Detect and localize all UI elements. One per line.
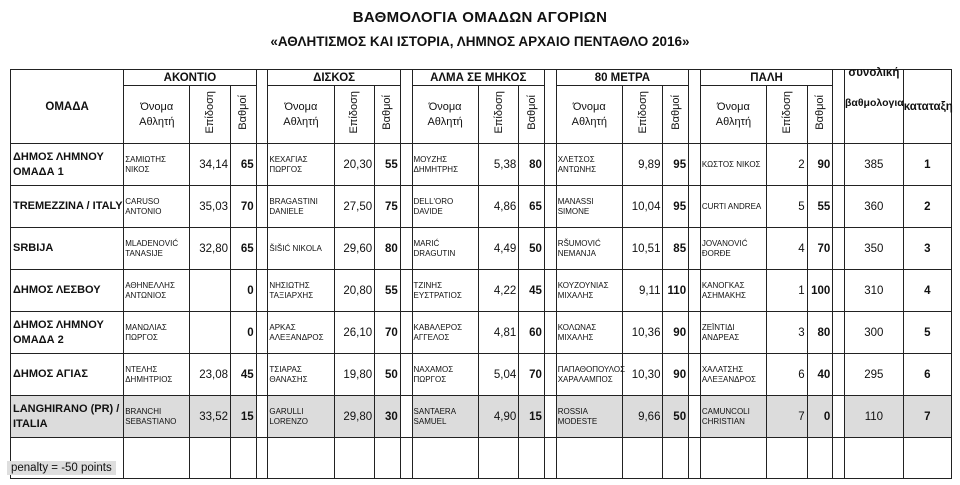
- table-row: [11, 144, 952, 186]
- performance-header: Επίδοση: [622, 86, 663, 144]
- athlete-name: BRANCHI SEBASTIANO: [124, 396, 190, 438]
- athlete-name-header: Όνομα Αθλητή: [268, 86, 334, 144]
- points-value: 90: [663, 312, 689, 354]
- performance-value: 27,50: [334, 186, 375, 228]
- performance-header: Επίδοση: [767, 86, 808, 144]
- points-value: 0: [230, 270, 256, 312]
- points-value: 0: [807, 396, 833, 438]
- total-score: 300: [845, 312, 904, 354]
- rank-value: 1: [903, 144, 951, 186]
- penalty-note: penalty = -50 points: [7, 461, 116, 475]
- points-value: 65: [230, 228, 256, 270]
- points-value: 15: [230, 396, 256, 438]
- team-name: SRBIJA: [11, 228, 124, 270]
- points-value: 0: [230, 312, 256, 354]
- table-row: [11, 228, 952, 270]
- rank-header: καταταξη: [903, 70, 951, 144]
- athlete-name: ΝΑΧΑΜΟΣ ΠΩΡΓΟΣ: [412, 354, 478, 396]
- empty-row: [11, 438, 952, 479]
- points-value: 75: [375, 186, 401, 228]
- rank-value: 2: [903, 186, 951, 228]
- athlete-name: MARIĆ DRAGUTIN: [412, 228, 478, 270]
- athlete-name: CURTI ANDREA: [700, 186, 766, 228]
- athlete-name: ΠΑΠΑΘΟΠΟΥΛΟΣ ΧΑΡΑΛΑΜΠΟΣ: [556, 354, 622, 396]
- athlete-name: ROSSIA MODESTE: [556, 396, 622, 438]
- athlete-name: DELL'ORO DAVIDE: [412, 186, 478, 228]
- total-score: 350: [845, 228, 904, 270]
- points-header: Βαθμοί: [230, 86, 256, 144]
- athlete-name: ΧΑΛΑΤΣΗΣ ΑΛΕΞΑΝΔΡΟΣ: [700, 354, 766, 396]
- performance-value: 33,52: [190, 396, 231, 438]
- athlete-name: BRAGASTINI DANIELE: [268, 186, 334, 228]
- points-header: Βαθμοί: [375, 86, 401, 144]
- performance-value: 20,30: [334, 144, 375, 186]
- event-header-80m: 80 ΜΕΤΡΑ: [556, 70, 688, 86]
- athlete-name: ΚΕΧΑΓΙΑΣ ΠΩΡΓΟΣ: [268, 144, 334, 186]
- points-value: 110: [663, 270, 689, 312]
- rank-value: 5: [903, 312, 951, 354]
- points-value: 50: [519, 228, 545, 270]
- athlete-name: RŠUMOVIĆ NEMANJA: [556, 228, 622, 270]
- athlete-name: ΚΑΝΟΓΚΑΣ ΑΣΗΜΑΚΗΣ: [700, 270, 766, 312]
- performance-value: [190, 270, 231, 312]
- athlete-name: ŠIŠIĆ NIKOLA: [268, 228, 334, 270]
- athlete-name: ΚΑΒΑΛΕΡΟΣ ΑΓΓΕΛΟΣ: [412, 312, 478, 354]
- athlete-name-header: Όνομα Αθλητή: [124, 86, 190, 144]
- performance-value: 9,11: [622, 270, 663, 312]
- rank-value: 6: [903, 354, 951, 396]
- standings-table: [10, 66, 953, 479]
- points-value: 100: [807, 270, 833, 312]
- athlete-name: ΑΘΗΝΕΛΛΗΣ ΑΝΤΩΝΙΟΣ: [124, 270, 190, 312]
- total-score-header-top: συνολική: [848, 66, 900, 79]
- points-value: 95: [663, 186, 689, 228]
- athlete-name: CAMUNCOLI CHRISTIAN: [700, 396, 766, 438]
- points-value: 60: [519, 312, 545, 354]
- performance-value: [190, 312, 231, 354]
- points-value: 80: [375, 228, 401, 270]
- performance-value: 10,51: [622, 228, 663, 270]
- performance-value: 5,04: [478, 354, 519, 396]
- event-header-discus: ΔΙΣΚΟΣ: [268, 70, 400, 86]
- performance-value: 2: [767, 144, 808, 186]
- points-value: 45: [519, 270, 545, 312]
- athlete-name: ΚΩΣΤΟΣ ΝΙΚΟΣ: [700, 144, 766, 186]
- total-score: 295: [845, 354, 904, 396]
- performance-value: 4,49: [478, 228, 519, 270]
- performance-value: 4,22: [478, 270, 519, 312]
- performance-value: 4,81: [478, 312, 519, 354]
- team-column-header: ΟΜΑΔΑ: [11, 70, 124, 144]
- athlete-name: GARULLI LORENZO: [268, 396, 334, 438]
- total-score: 385: [845, 144, 904, 186]
- athlete-name: ΜΑΝΩΛΙΑΣ ΠΩΡΓΟΣ: [124, 312, 190, 354]
- performance-value: 32,80: [190, 228, 231, 270]
- table-row: [11, 312, 952, 354]
- athlete-name: MANASSI SIMONE: [556, 186, 622, 228]
- points-value: 50: [663, 396, 689, 438]
- athlete-name: MLADENOVIĆ TANASIJE: [124, 228, 190, 270]
- athlete-name: ΤΖΙΝΗΣ ΕΥΣΤΡΑΤΙΟΣ: [412, 270, 478, 312]
- athlete-name: CARUSO ANTONIO: [124, 186, 190, 228]
- table-row: [11, 270, 952, 312]
- total-score: 310: [845, 270, 904, 312]
- points-value: 70: [807, 228, 833, 270]
- rank-value: 4: [903, 270, 951, 312]
- points-value: 85: [663, 228, 689, 270]
- athlete-name: ΤΣΙΑΡΑΣ ΘΑΝΑΣΗΣ: [268, 354, 334, 396]
- performance-value: 9,89: [622, 144, 663, 186]
- points-header: Βαθμοί: [519, 86, 545, 144]
- athlete-name-header: Όνομα Αθλητή: [412, 86, 478, 144]
- points-value: 65: [230, 144, 256, 186]
- performance-value: 5,38: [478, 144, 519, 186]
- total-score: 110: [845, 396, 904, 438]
- team-name: TREMEZZINA / ITALY: [11, 186, 124, 228]
- performance-value: 35,03: [190, 186, 231, 228]
- athlete-name: ΝΤΕΛΗΣ ΔΗΜΗΤΡΙΟΣ: [124, 354, 190, 396]
- total-score: 360: [845, 186, 904, 228]
- points-value: 30: [375, 396, 401, 438]
- points-value: 15: [519, 396, 545, 438]
- points-value: 70: [519, 354, 545, 396]
- athlete-name: ΑΡΚΑΣ ΑΛΕΞΑΝΔΡΟΣ: [268, 312, 334, 354]
- performance-value: 6: [767, 354, 808, 396]
- performance-header: Επίδοση: [478, 86, 519, 144]
- performance-value: 4,86: [478, 186, 519, 228]
- page-subtitle: «ΑΘΛΗΤΙΣΜΟΣ ΚΑΙ ΙΣΤΟΡΙΑ, ΛΗΜΝΟΣ ΑΡΧΑΙΟ ΠΕΝΤΑΘΛΟ 2016»: [270, 34, 690, 49]
- points-header: Βαθμοί: [807, 86, 833, 144]
- athlete-name: SANTAERA SAMUEL: [412, 396, 478, 438]
- performance-value: 26,10: [334, 312, 375, 354]
- performance-value: 29,60: [334, 228, 375, 270]
- athlete-name: ΜΟΥΖΗΣ ΔΗΜΗΤΡΗΣ: [412, 144, 478, 186]
- athlete-name: ΚΟΛΩΝΑΣ ΜΙΧΑΛΗΣ: [556, 312, 622, 354]
- points-value: 80: [519, 144, 545, 186]
- event-header-wrestling: ΠΑΛΗ: [700, 70, 832, 86]
- performance-value: 20,80: [334, 270, 375, 312]
- points-header: Βαθμοί: [663, 86, 689, 144]
- points-value: 55: [375, 144, 401, 186]
- performance-value: 29,80: [334, 396, 375, 438]
- athlete-name: ΚΟΥΖΟΥΝΙΑΣ ΜΙΧΑΛΗΣ: [556, 270, 622, 312]
- performance-header: Επίδοση: [334, 86, 375, 144]
- performance-value: 4: [767, 228, 808, 270]
- performance-value: 3: [767, 312, 808, 354]
- points-value: 80: [807, 312, 833, 354]
- team-name: ΔΗΜΟΣ ΑΓΙΑΣ: [11, 354, 124, 396]
- points-value: 65: [519, 186, 545, 228]
- event-header-long-jump: ΑΛΜΑ ΣΕ ΜΗΚΟΣ: [412, 70, 544, 86]
- performance-value: 23,08: [190, 354, 231, 396]
- points-value: 40: [807, 354, 833, 396]
- table-row: [11, 186, 952, 228]
- points-value: 95: [663, 144, 689, 186]
- table-row: [11, 354, 952, 396]
- team-name: ΔΗΜΟΣ ΛΗΜΝΟΥ ΟΜΑΔΑ 2: [11, 312, 124, 354]
- team-name: LANGHIRANO (PR) / ITALIA: [11, 396, 124, 438]
- total-score-header: [845, 66, 904, 144]
- points-value: 55: [807, 186, 833, 228]
- performance-value: 4,90: [478, 396, 519, 438]
- athlete-name: ΖΕΪΝΤΙΔΙ ΑΝΔΡΕΑΣ: [700, 312, 766, 354]
- athlete-name: ΣΑΜΙΩΤΗΣ ΝΙΚΟΣ: [124, 144, 190, 186]
- table-row: [11, 396, 952, 438]
- performance-value: 19,80: [334, 354, 375, 396]
- athlete-name: ΝΗΣΙΩΤΗΣ ΤΑΞΙΑΡΧΗΣ: [268, 270, 334, 312]
- points-value: 70: [375, 312, 401, 354]
- points-value: 45: [230, 354, 256, 396]
- points-value: 70: [230, 186, 256, 228]
- performance-value: 1: [767, 270, 808, 312]
- athlete-name: ΧΛΕΤΣΟΣ ΑΝΤΩΝΗΣ: [556, 144, 622, 186]
- performance-value: 10,30: [622, 354, 663, 396]
- rank-value: 7: [903, 396, 951, 438]
- total-score-header-label: βαθμολογια: [845, 96, 904, 109]
- performance-header: Επίδοση: [190, 86, 231, 144]
- points-value: 90: [663, 354, 689, 396]
- page-title: ΒΑΘΜΟΛΟΓΙΑ ΟΜΑΔΩΝ ΑΓΟΡΙΩΝ: [352, 9, 608, 26]
- performance-value: 7: [767, 396, 808, 438]
- rank-value: 3: [903, 228, 951, 270]
- athlete-name-header: Όνομα Αθλητή: [700, 86, 766, 144]
- event-header-javelin: ΑΚΟΝΤΙΟ: [124, 70, 256, 86]
- athlete-name: JOVANOVIĆ ĐORĐE: [700, 228, 766, 270]
- performance-value: 10,04: [622, 186, 663, 228]
- performance-value: 5: [767, 186, 808, 228]
- points-value: 50: [375, 354, 401, 396]
- performance-value: 10,36: [622, 312, 663, 354]
- team-name: ΔΗΜΟΣ ΛΕΣΒΟΥ: [11, 270, 124, 312]
- performance-value: 34,14: [190, 144, 231, 186]
- points-value: 55: [375, 270, 401, 312]
- team-name: ΔΗΜΟΣ ΛΗΜΝΟΥ ΟΜΑΔΑ 1: [11, 144, 124, 186]
- points-value: 90: [807, 144, 833, 186]
- performance-value: 9,66: [622, 396, 663, 438]
- athlete-name-header: Όνομα Αθλητή: [556, 86, 622, 144]
